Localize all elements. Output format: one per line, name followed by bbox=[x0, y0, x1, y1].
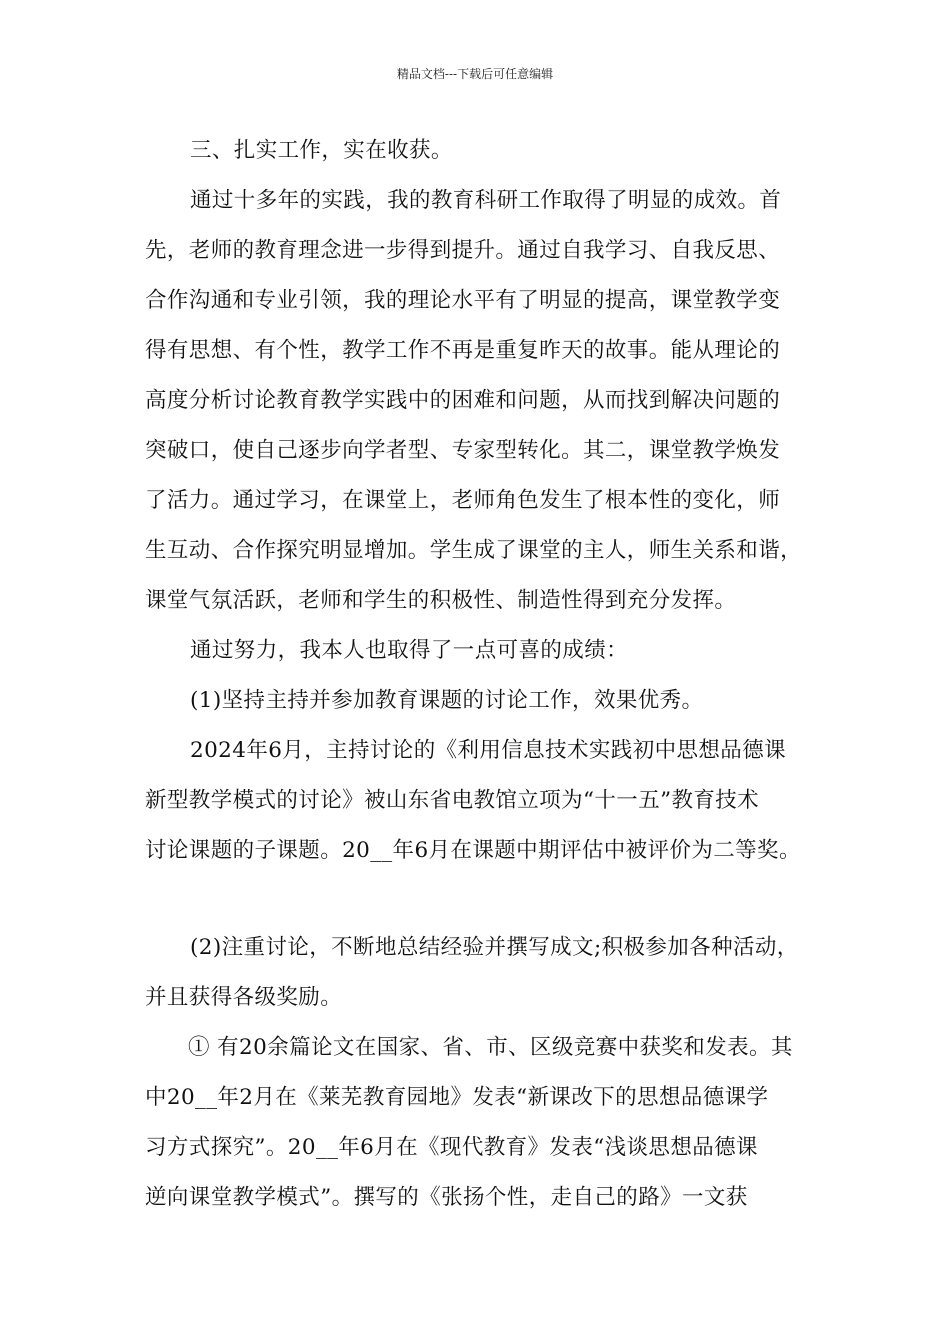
list-item-heading: (1)坚持主持并参加教育课题的讨论工作，效果优秀。 bbox=[190, 688, 704, 713]
paragraph-line: 中20__年2月在《莱芜教育园地》发表“新课改下的思想品德课学 bbox=[145, 1085, 769, 1110]
list-item-heading: (2)注重讨论，不断地总结经验并撰写成文;积极参加各种活动， bbox=[190, 935, 799, 960]
paragraph-line: 逆向课堂教学模式”。撰写的《张扬个性，走自己的路》一文获 bbox=[145, 1185, 748, 1210]
paragraph-line: 习方式探究”。20__年6月在《现代教育》发表“浅谈思想品德课 bbox=[145, 1135, 758, 1160]
paragraph-line: 了活力。通过学习，在课堂上，老师角色发生了根本性的变化，师 bbox=[145, 488, 781, 513]
paragraph-line: 2024年6月，主持讨论的《利用信息技术实践初中思想品德课 bbox=[190, 738, 786, 763]
paragraph-line: 生互动、合作探究明显增加。学生成了课堂的主人，师生关系和谐， bbox=[145, 538, 803, 563]
paragraph-line: ① 有20余篇论文在国家、省、市、区级竞赛中获奖和发表。其 bbox=[188, 1035, 793, 1060]
paragraph-line: 并且获得各级奖励。 bbox=[145, 985, 343, 1010]
paragraph-line: 讨论课题的子课题。20__年6月在课题中期评估中被评价为二等奖。 bbox=[145, 838, 801, 863]
paragraph-line: 合作沟通和专业引领，我的理论水平有了明显的提高，课堂教学变 bbox=[145, 288, 781, 313]
paragraph-line: 得有思想、有个性，教学工作不再是重复昨天的故事。能从理论的 bbox=[145, 338, 781, 363]
paragraph-line: 通过十多年的实践，我的教育科研工作取得了明显的成效。首 bbox=[190, 188, 782, 213]
paragraph-line: 课堂气氛活跃，老师和学生的积极性、制造性得到充分发挥。 bbox=[145, 588, 737, 613]
paragraph-line: 高度分析讨论教育教学实践中的困难和问题，从而找到解决问题的 bbox=[145, 388, 781, 413]
paragraph-line: 通过努力，我本人也取得了一点可喜的成绩： bbox=[190, 638, 629, 663]
section-heading: 三、扎实工作，实在收获。 bbox=[190, 138, 453, 163]
paragraph-line: 先，老师的教育理念进一步得到提升。通过自我学习、自我反思、 bbox=[145, 238, 781, 263]
paragraph-line: 突破口，使自己逐步向学者型、专家型转化。其二，课堂教学焕发 bbox=[145, 438, 781, 463]
paragraph-line: 新型教学模式的讨论》被山东省电教馆立项为“十一五”教育技术 bbox=[145, 788, 760, 813]
page-header: 精品文档---下载后可任意编辑 bbox=[396, 67, 554, 81]
